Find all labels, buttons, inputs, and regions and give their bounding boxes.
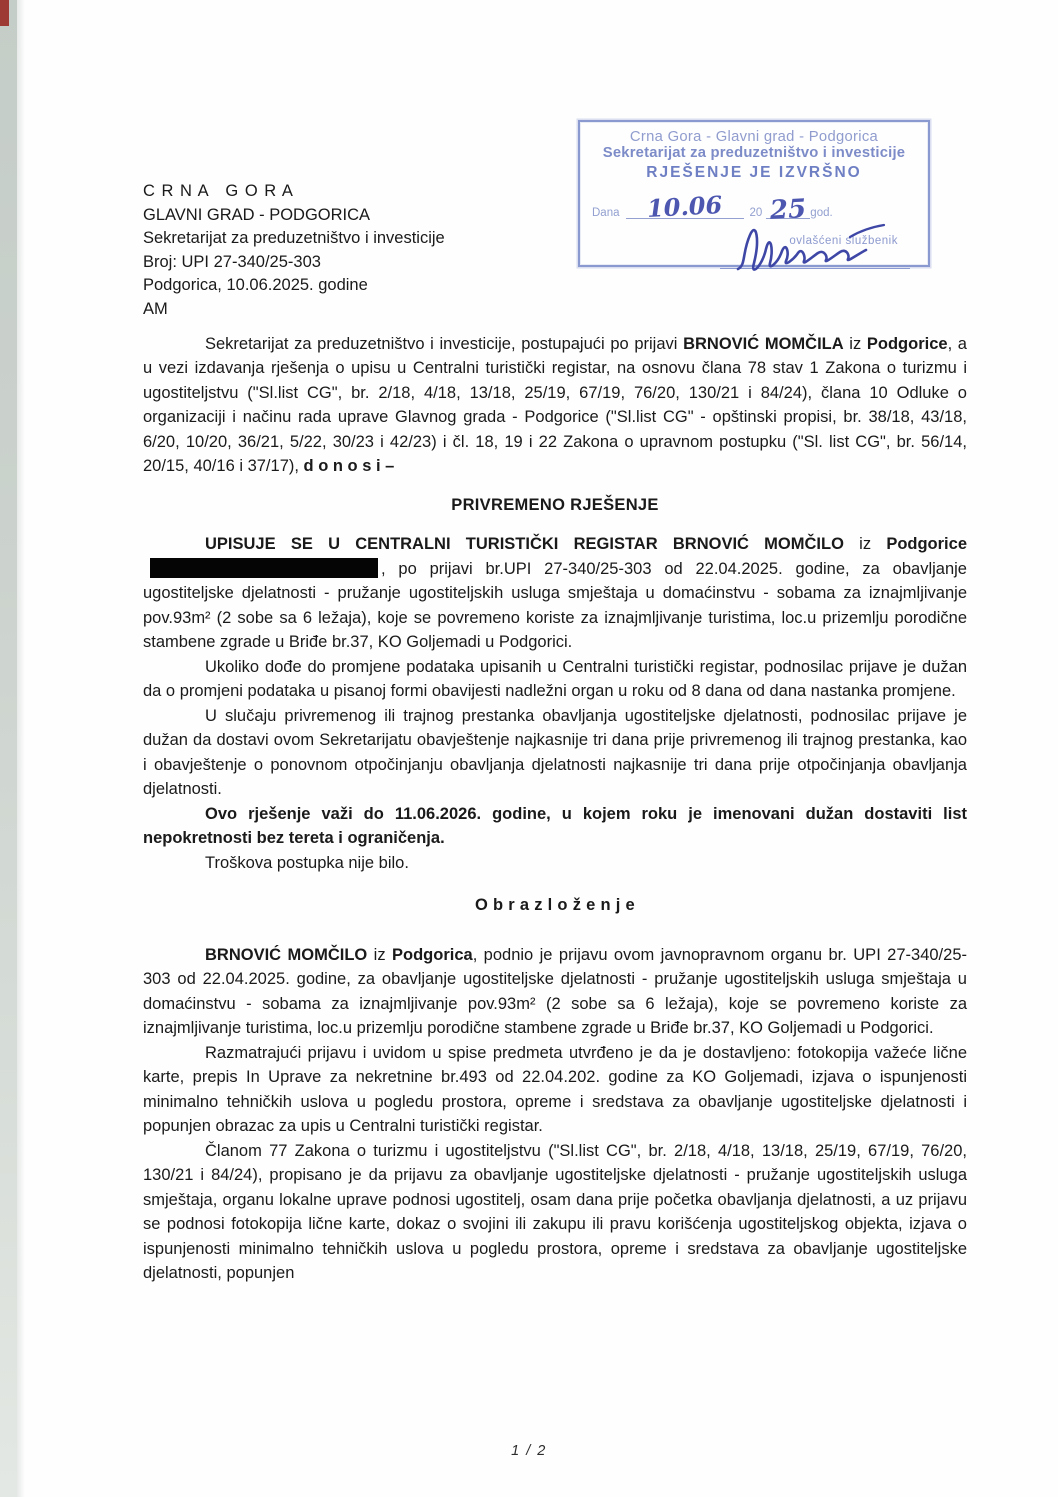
text-segment: iz: [843, 334, 867, 353]
section-title-explanation: O b r a z l o ž e n j e: [474, 896, 636, 915]
stamp-authority-line: Crna Gora - Glavni grad - Podgorica: [629, 129, 879, 145]
scan-corner-mark: [0, 0, 9, 26]
text-segment: Sekretarijat za preduzetništvo i investicije, postupajući po prijavi: [205, 334, 684, 353]
applicant-city: Podgorice: [866, 334, 948, 353]
paragraph-validity: Ovo rješenje važi do 11.06.2026. godine, u kojem roku je imenovani dužan dostaviti list nepokretnosti bez tereta i ograničenja.: [143, 804, 967, 848]
applicant-name: BRNOVIĆ MOMČILO: [205, 945, 368, 964]
stamp-department-line: Sekretarijat za preduzetništvo i investicije: [602, 145, 906, 161]
stamp-status-line: RJEŠENJE JE IZVRŠNO: [646, 164, 862, 181]
paragraph-legal-basis: Članom 77 Zakona o turizmu i ugostiteljstvu ("Sl.list CG", br. 2/18, 4/18, 13/18, 25/19, 67/19, 76/20, 130/21 i 84/24), propisano je da prijavu za obavljanje ugostiteljske djelatnosti - pružanje ugostiteljskih usluga smještaja, organu lokalne uprave podnosi ugostitelj, osam dana prije početka obavljanja djelatnosti, a uz prijavu se podnosi fotokopija lične karte, dokaz o svojini ili zakupu ili pravu korišćenja ugostiteljskog objekta, izjava o ispunjenosti minimalno tehničkih uslova u pogledu prostora, opreme i sredstava za obavljanje ugostiteljske djelatnosti, popunjen: [143, 1141, 967, 1283]
text-segment: , po prijavi br.UPI 27-340/25-303 od 22.04.2025. godine, za obavljanje ugostiteljske djelatnosti - pružanje ugostiteljskih usluga smještaja u domaćinstvu - sobama za iznajmljivanje pov.93m² (2 sobe sa 6 ležaja), koje se povremeno koriste za iznajmljivanje turistima, loc.u prizemlju porodične stambene zgrade u Briđe br.37, KO Goljemadi u Podgorici.: [143, 559, 967, 652]
donosi-emphasis: d o n o s i –: [303, 457, 395, 476]
text-segment: iz: [843, 535, 887, 554]
letterhead-city: GLAVNI GRAD - PODGORICA: [143, 205, 371, 224]
letterhead-initials: AM: [143, 299, 168, 318]
applicant-city: Podgorice: [886, 535, 967, 554]
scan-edge-artifact: [0, 0, 17, 1497]
handwritten-year: 25: [769, 194, 808, 226]
paragraph-decision: [143, 532, 967, 655]
stamp-year-prefix: 20: [749, 207, 763, 220]
stamp-year-suffix: god.: [810, 207, 833, 220]
redaction-box: [150, 558, 378, 578]
stamp-date-label: Dana: [592, 207, 620, 220]
letterhead: [143, 180, 967, 322]
stamp-signer-label: ovlašćeni službenik: [789, 235, 898, 248]
paragraph-evidence: Razmatrajući prijavu i uvidom u spise predmeta utvrđeno je da je dostavljeno: fotokopija važeće lične karte, prepis In Uprave za nekretnine br.493 od 22.04.202. godine za KO Goljemadi, izjava o ispunjenosti minimalno tehničkih uslova u pogledu prostora, opreme i sredstava za obavljanje ugostiteljske djelatnosti i popunjen obrazac za upis u Centralni turistički registar.: [143, 1043, 967, 1136]
text-segment: iz: [367, 945, 392, 964]
letterhead-department: Sekretarijat za preduzetništvo i investicije: [143, 229, 445, 248]
paragraph-costs: Troškova postupka nije bilo.: [205, 853, 409, 872]
paragraph-intro: [143, 332, 967, 479]
paragraph-application: [143, 943, 967, 1041]
decision-statement: UPISUJE SE U CENTRALNI TURISTIČKI REGISTAR BRNOVIĆ MOMČILO: [205, 535, 844, 554]
document-body: [143, 180, 967, 1286]
applicant-name: BRNOVIĆ MOMČILA: [683, 334, 844, 353]
paragraph-data-change-obligation: Ukoliko dođe do promjene podataka upisanih u Centralni turistički registar, podnosilac prijave je dužan da o promjeni podataka u pisanoj formi obavijesti nadležni organ u roku od 8 dana od dana nastanka promjene.: [143, 657, 967, 701]
applicant-city: Podgorica: [392, 945, 473, 964]
text-segment: , podnio je prijavu ovom javnopravnom organu br. UPI 27-340/25-303 od 22.04.2025. godine, za obavljanje ugostiteljske djelatnosti - pružanje ugostiteljskih usluga smještaja u domaćinstvu - sobama za iznajmljivanje pov.93m² (2 sobe sa 6 ležaja), koje se povremeno koriste za iznajmljivanje turistima, loc.u prizemlju porodične stambene zgrade u Briđe br.37, KO Goljemadi u Podgorici.: [143, 945, 967, 1038]
letterhead-place-date: Podgorica, 10.06.2025. godine: [143, 276, 368, 295]
page-number: 1 / 2: [511, 1443, 547, 1459]
text-segment: , a u vezi izdavanja rješenja o upisu u Centralni turistički registar, na osnovu člana 78 stav 1 Zakona o turizmu i ugostiteljstvu ("Sl.list CG", br. 2/18, 4/18, 13/18, 25/19, 67/19, 76/20, 130/21 i 84/24), člana 10 Odluke o organizaciji i načinu rada uprave Glavnog grada - Podgorice ("Sl.list CG" - opštinski propisi, br. 38/18, 43/18, 6/20, 10/20, 36/21, 5/22, 30/23 i 42/23) i čl. 18, 19 i 22 Zakona o upravnom postupku ("Sl. list CG", br. 56/14, 20/15, 40/16 i 37/17),: [143, 334, 967, 476]
scan-edge-shadow: [17, 0, 25, 1497]
paragraph-cessation-obligation: U slučaju privremenog ili trajnog prestanka obavljanja ugostiteljske djelatnosti, podnosilac prijave je dužan da dostavi ovom Sekretarijatu obavještenje najkasnije tri dana prije privremenog ili trajnog prestanka, kao i obavještenje o ponovnom otpočinjanju obavljanja djelatnosti najkasnije tri dana prije otpočinjanja obavljanja djelatnosti.: [143, 706, 967, 799]
letterhead-country: C R N A G O R A: [143, 182, 294, 200]
section-title-decision: PRIVREMENO RJEŠENJE: [451, 495, 659, 514]
letterhead-case-number: Broj: UPI 27-340/25-303: [143, 252, 321, 271]
handwritten-date: 10.06: [646, 189, 723, 223]
